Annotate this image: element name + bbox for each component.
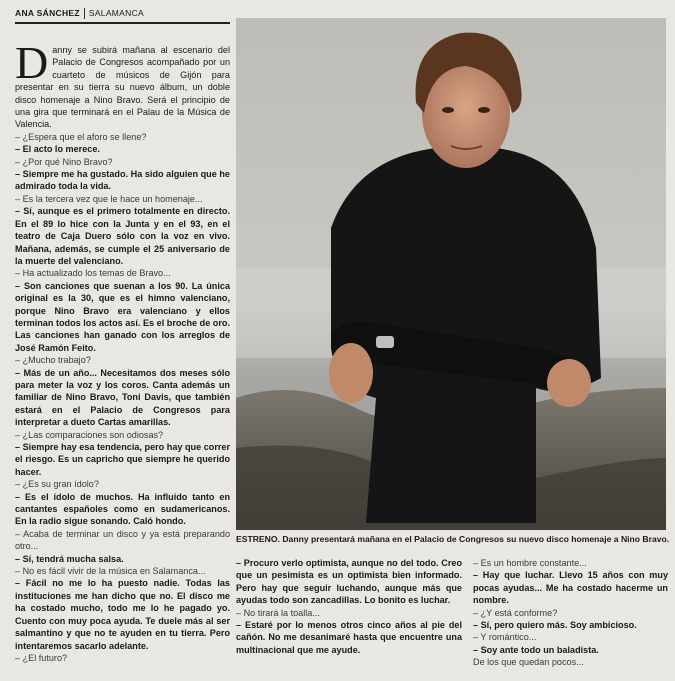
portrait-photo [236, 18, 666, 530]
interview-answer: – El acto lo merece. [15, 144, 100, 155]
interview-answer: – Sí, aunque es el primero totalmente en directo. En el 89 lo hice con la Junta y en el 93, en el teatro de Caja Duero sólo con la voz en vivo. Mañana, además, se cumple el 25 aniversario de la muerte del valenciano. [15, 206, 230, 266]
interview-question: – ¿Espera que el aforo se llene? [15, 131, 147, 142]
wristwatch [376, 336, 394, 348]
intro-paragraph [15, 37, 230, 131]
interview-answer: – Soy ante todo un baladista. [473, 644, 599, 655]
interview-answer: – Son canciones que suenan a los 90. La única original es la 30, que es el himno valenciano, porque Nino Bravo era valenciano y ellos terminan todos los actos así. Es el broche de oro. Las canciones han ganado con los arreglos de José Ramón Feito. [15, 280, 230, 353]
drop-cap: D [15, 37, 49, 88]
interview-question: – ¿Es su gran ídolo? [15, 479, 99, 490]
portrait-illustration [236, 18, 666, 530]
interview-question: – Es un hombre constante... [473, 558, 587, 568]
article-column-1 [15, 37, 230, 664]
article-column-3 [473, 557, 668, 669]
interview-answer: – Estaré por lo menos otros cinco años al pie del cañón. No me desanimaré hasta que encuentre una multinacional que me ayude. [236, 620, 462, 655]
byline-place: SALAMANCA [88, 8, 144, 18]
caption-text: Danny presentará mañana en el Palacio de Congresos su nuevo disco homenaje a Nino Bravo. [282, 534, 670, 544]
interview-answer: – Sí, tendrá mucha salsa. [15, 553, 124, 564]
interview-question: – Acaba de terminar un disco y ya está preparando otro... [15, 528, 230, 552]
interview-answer: – Sí, pero quiero más. Soy ambicioso. [473, 620, 637, 631]
interview-question: – Ha actualizado los temas de Bravo... [15, 268, 171, 279]
interview-answer: – Hay que luchar. Llevo 15 años con muy pocas ayudas... Me ha costado hacerme un nombre. [473, 570, 668, 606]
left-hand [329, 343, 373, 403]
interview-answer: – Siempre hay esa tendencia, pero hay que correr el riesgo. Es un capricho que siempre he querido hacer. [15, 442, 230, 477]
author-name: ANA SÁNCHEZ [15, 8, 80, 18]
interview-answer: – Procuro verlo optimista, aunque no del todo. Creo que un pesimista es un optimista bien informado. Pero hay que seguir luchando, aunque más que ayudas todo son zancadillas. Lo bonito es luchar. [236, 558, 462, 606]
right-hand [547, 359, 591, 407]
interview-question: – No es fácil vivir de la música en Salamanca... [15, 566, 206, 577]
interview-question: – ¿El futuro? [15, 652, 68, 663]
interview-question: De los que quedan pocos... [473, 657, 584, 668]
interview-question: – Es la tercera vez que le hace un homenaje... [15, 193, 203, 204]
interview-answer: – Es el ídolo de muchos. Ha influido tanto en cantantes españoles como en sudamericanos. En la radio sigue sonando. Caló hondo. [15, 491, 230, 527]
byline [15, 6, 144, 20]
byline-divider [84, 8, 85, 19]
byline-rule [15, 22, 230, 24]
intro-text: anny se subirá mañana al escenario del Palacio de Congresos acompañado por un cuarteto de músicos de Gijón para presentar en su tierra su nuevo álbum, un doble disco homenaje a Nino Bravo. Será el principio de una gira que terminará en el Palau de la Música de Valencia. [15, 45, 230, 130]
photo-caption [236, 533, 675, 545]
interview-question: – ¿Mucho trabajo? [15, 355, 91, 366]
interview-answer: – Siempre me ha gustado. Ha sido alguien que he admirado toda la vida. [15, 169, 230, 192]
interview-question: – ¿Las comparaciones son odiosas? [15, 429, 164, 440]
interview-answer: – Más de un año... Necesitamos dos meses sólo para meter la voz y los coros. Canta además un familiar de Nino Bravo, Toni Davis, que también estará en el Palacio de Congresos para interpretar a dueto Cartas amarillas. [15, 367, 230, 428]
interview-answer: – Fácil no me lo ha puesto nadie. Todas las instituciones me han dicho que no. El disco me ha costado mucho, todo me lo he pagado yo. Cuento con muy poca ayuda. Te duele más al ser salmantino y que no te ayuden en tu tierra. Pero intentaremos sacarlo adelante. [15, 578, 230, 651]
interview-question: – Y romántico... [473, 632, 537, 643]
interview-question: – ¿Por qué Nino Bravo? [15, 156, 113, 167]
article-column-2 [236, 557, 462, 656]
caption-lead: ESTRENO. [236, 534, 280, 544]
interview-question: – No tirará la toalla... [236, 607, 320, 618]
interview-question: – ¿Y está conforme? [473, 607, 558, 618]
